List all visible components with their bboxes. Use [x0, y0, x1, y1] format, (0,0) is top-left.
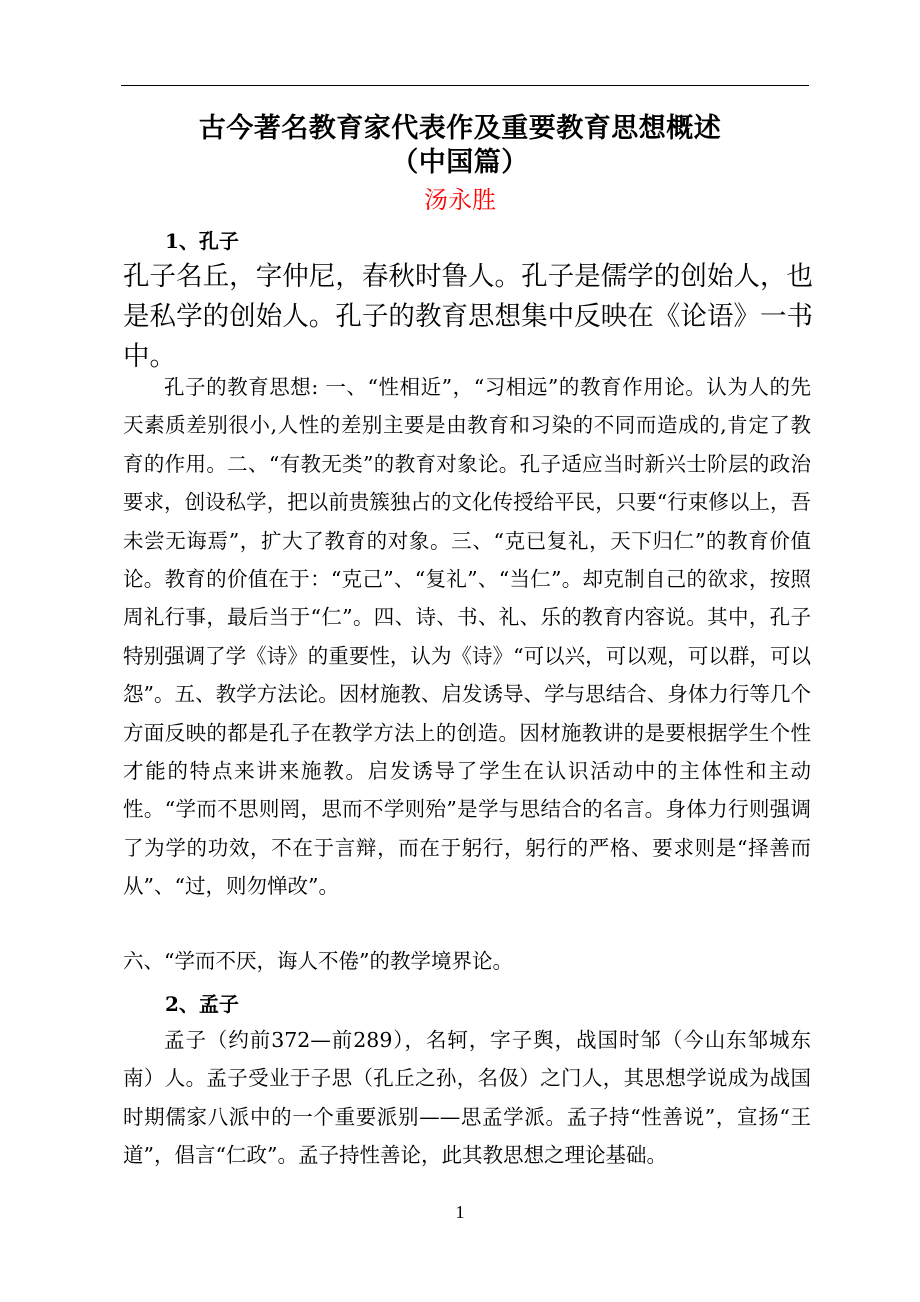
document-title: 古今著名教育家代表作及重要教育思想概述 [198, 113, 722, 144]
author-name: 汤永胜 [424, 186, 496, 214]
section-heading-mencius: 2、孟子 [165, 992, 239, 1016]
section-heading-confucius: 1、孔子 [165, 229, 239, 253]
mencius-paragraph: 孟子（约前372—前289），名轲，字子舆，战国时邹（今山东邹城东南）人。孟子受业于子思（孔丘之孙，名伋）之门人，其思想学说成为战国时期儒家八派中的一个重要派别——思孟学派。孟子持“性善说”，宣扬“王道”，倡言“仁政”。孟子持性善论，此其教思想之理论基础。 [123, 1028, 811, 1168]
page-number: 1 [455, 1202, 465, 1222]
header-rule [121, 85, 809, 86]
confucius-point-six: 六、“学而不厌，诲人不倦”的教学境界论。 [123, 949, 513, 973]
confucius-thought-paragraph: 孔子的教育思想: 一、“性相近”，“习相远”的教育作用论。认为人的先天素质差别很小,人性的差别主要是由教育和习染的不同而造成的,肯定了教育的作用。二、“有教无类”的教育对象论。孔子适应当时新兴士阶层的政治要求，创设私学，把以前贵簇独占的文化传授给平民，只要“行束修以上，吾未尝无诲焉”，扩大了教育的对象。三、“克已复礼，天下归仁”的教育价值论。教育的价值在于：“克己”、“复礼”、“当仁”。却克制自己的欲求，按照周礼行事，最后当于“仁”。四、诗、书、礼、乐的教育内容说。其中，孔子特别强调了学《诗》的重要性，认为《诗》“可以兴，可以观，可以群，可以怨”。五、教学方法论。因材施教、启发诱导、学与思结合、身体力行等几个方面反映的都是孔子在教学方法上的创造。因材施教讲的是要根据学生个性才能的特点来讲来施教。启发诱导了学生在认识活动中的主体性和主动性。“学而不思则罔，思而不学则殆”是学与思结合的名言。身体力行则强调了为学的功效，不在于言辩，而在于躬行，躬行的严格、要求则是“择善而从”、“过，则勿惮改”。 [123, 375, 811, 899]
confucius-intro-paragraph: 孔子名丘，字仲尼，春秋时鲁人。孔子是儒学的创始人，也是私学的创始人。孔子的教育思想集中反映在《论语》一书中。 [123, 261, 813, 372]
document-subtitle: （中国篇） [391, 147, 529, 178]
